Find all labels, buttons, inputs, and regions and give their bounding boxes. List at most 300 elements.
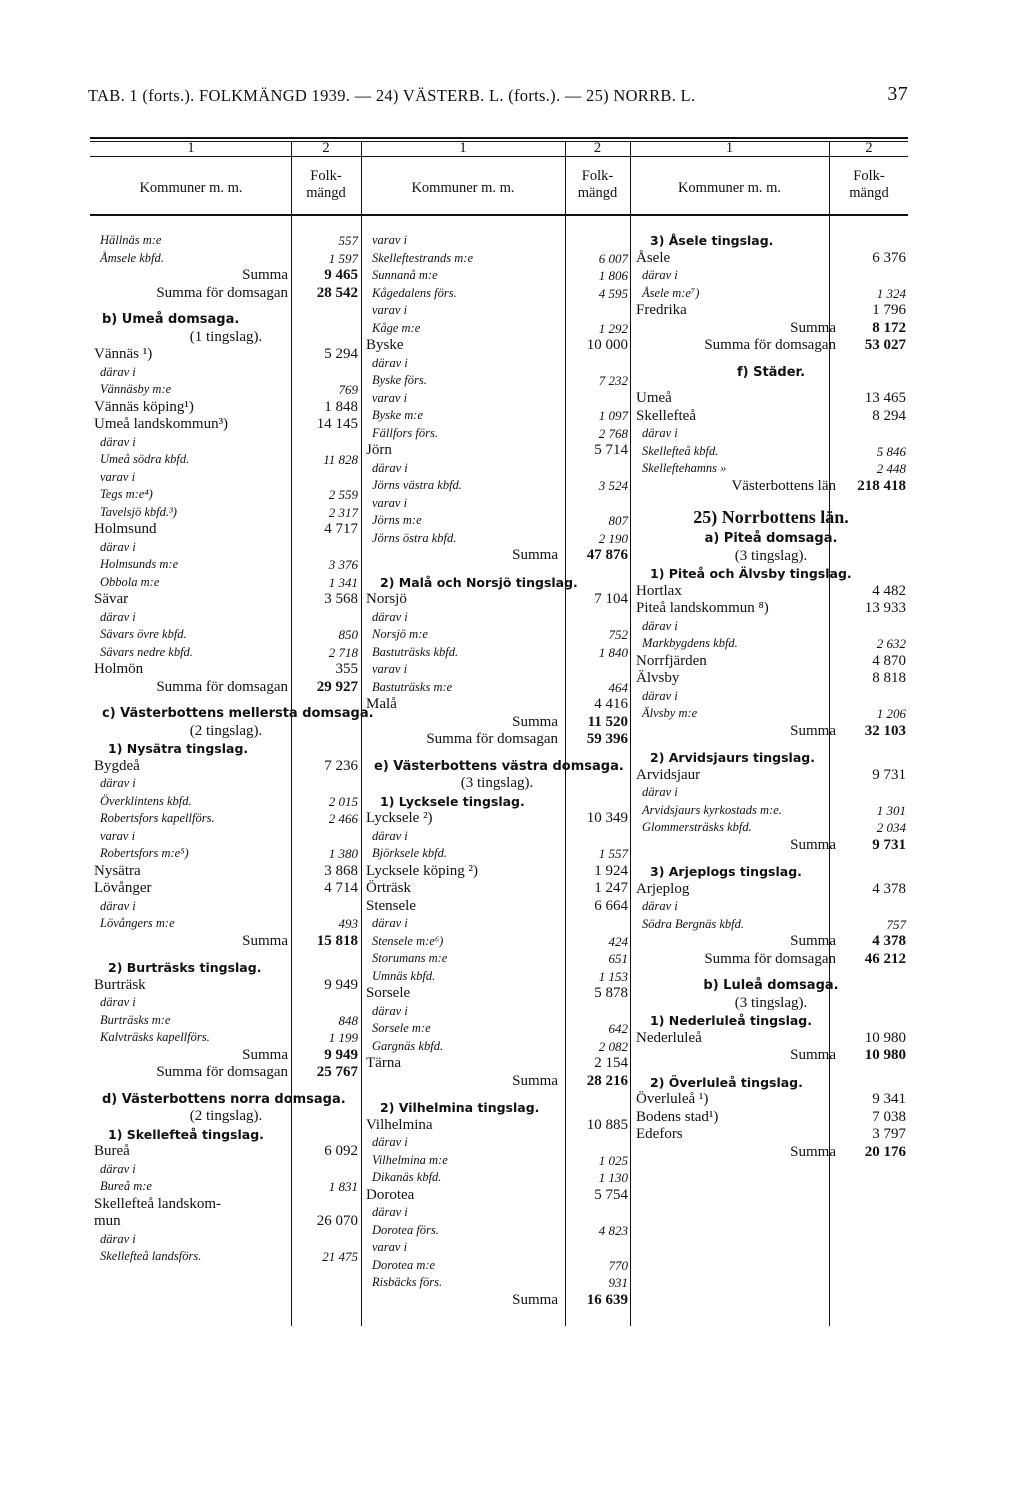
tingslag-heading [636, 749, 906, 767]
total-value: 218 418 [857, 477, 906, 494]
sub-entry-row [366, 425, 628, 443]
kommun-name: Jörn [366, 442, 392, 458]
kommun-name: Stensele [366, 897, 416, 914]
tingslag-title: 2) Överluleå tingslag. [650, 1074, 803, 1090]
tingslag-title: 1) Nederluleå tingslag. [650, 1013, 812, 1028]
sub-entry-name: Kågedalens förs. [372, 285, 457, 300]
total-label: Summa för domsagan [426, 731, 558, 747]
sub-entry-name: Obbola m:e [100, 574, 160, 589]
population-value: 2 034 [876, 820, 906, 835]
summa-label: Summa [242, 1046, 288, 1063]
lan-title: 25) Norrbottens län. [693, 507, 849, 527]
sub-entry-name: Skelleftehamns » [642, 461, 727, 475]
sub-entry-row [366, 390, 628, 408]
sub-entry-name: därav i [100, 364, 136, 379]
domsaga-heading [94, 705, 374, 723]
tingslag-count-text: (3 tingslag). [734, 994, 808, 1011]
population-value: 2 466 [328, 811, 358, 826]
tingslag-count-text: (3 tingslag). [734, 547, 808, 564]
population-value: 2 190 [598, 530, 628, 546]
sub-entry-name: Dikanäs kbfd. [372, 1170, 442, 1184]
sub-entry-name: Storumans m:e [372, 951, 448, 965]
sub-entry-name: Gargnäs kbfd. [372, 1038, 444, 1053]
spacer [636, 740, 906, 749]
population-value: 651 [608, 951, 628, 966]
population-value: 3 376 [328, 557, 358, 572]
sub-entry-name: Sävars nedre kbfd. [100, 644, 193, 659]
spacer [636, 1065, 906, 1074]
col-header-kommuner: Kommuner m. m. [677, 180, 782, 196]
page-header [88, 83, 908, 106]
sub-entry-name: därav i [642, 899, 678, 913]
sub-entry-row [366, 530, 628, 548]
kommun-row [366, 810, 628, 828]
population-value: 2 448 [876, 461, 906, 476]
kommun-row [94, 863, 358, 881]
sub-entry-name: Glommersträsks kbfd. [642, 820, 752, 834]
kommun-row [636, 881, 906, 899]
kommun-row [366, 985, 628, 1003]
sub-entry-name: Risbäcks förs. [372, 1275, 443, 1289]
sub-entry-name: varav i [100, 469, 136, 484]
summa-label: Summa [512, 547, 558, 563]
domsaga-title: e) Västerbottens västra domsaga. [374, 758, 624, 774]
kommun-row [636, 653, 906, 671]
summa-row [636, 837, 906, 855]
tingslag-count [94, 723, 358, 741]
total-row [94, 679, 358, 697]
total-row [366, 731, 628, 749]
population-value: 1 924 [594, 862, 628, 879]
summa-row [636, 320, 906, 338]
sub-entry-row [94, 994, 358, 1012]
tingslag-title: 2) Burträsks tingslag. [108, 960, 262, 975]
sub-entry-row [94, 1161, 358, 1179]
population-value: 757 [886, 916, 906, 932]
total-value: 53 027 [864, 337, 906, 353]
population-value: 1 153 [598, 968, 628, 984]
kommun-name: Överluleå ¹) [636, 1091, 709, 1107]
sub-entry-row [94, 793, 358, 811]
kommun-row [94, 1196, 358, 1214]
summa-value: 9 731 [872, 836, 906, 853]
tingslag-heading [636, 232, 906, 250]
col-divider-4 [630, 141, 631, 1326]
sub-entry-name: Fällfors förs. [372, 425, 438, 440]
summa-value: 4 378 [872, 933, 906, 949]
sub-entry-row [94, 775, 358, 793]
tingslag-count [636, 995, 906, 1013]
kommun-name: Dorotea [366, 1186, 415, 1203]
spacer [366, 565, 628, 574]
population-value: 7 232 [598, 373, 628, 388]
kommun-name: Holmön [94, 661, 144, 677]
sub-entry-name: varav i [100, 828, 136, 843]
total-row [94, 1064, 358, 1082]
sub-entry-name: Sorsele m:e [372, 1021, 431, 1035]
population-value: 10 980 [864, 1029, 906, 1046]
kommun-name: Lycksele köping ²) [366, 862, 478, 879]
sub-entry-name: därav i [100, 539, 136, 554]
kommun-name: Älvsby [636, 670, 680, 686]
sub-entry-name: Hällnäs m:e [100, 233, 162, 247]
population-value: 424 [608, 933, 628, 949]
lan-heading [636, 504, 906, 530]
population-value: 5 714 [594, 442, 628, 458]
population-value: 5 754 [594, 1186, 628, 1203]
population-value: 1 796 [872, 302, 906, 318]
sub-entry-row [366, 407, 628, 425]
tingslag-count [94, 329, 358, 347]
kommun-row [636, 1030, 906, 1048]
summa-row [366, 1292, 628, 1310]
sub-entry-row [94, 1178, 358, 1196]
population-value: 1 557 [598, 846, 628, 861]
summa-row [94, 267, 358, 285]
kommun-row [636, 670, 906, 688]
spacer [366, 749, 628, 758]
sub-entry-name: varav i [372, 233, 408, 247]
summa-row [636, 723, 906, 741]
col-number: 2 [593, 140, 602, 156]
sub-entry-name: därav i [372, 1003, 408, 1018]
total-label: Summa för domsagan [704, 337, 836, 353]
table-column-1 [94, 232, 374, 1266]
kommun-name: mun [94, 1213, 121, 1229]
sub-entry-name: därav i [100, 898, 136, 913]
sub-entry-row [366, 320, 628, 338]
sub-entry-row [94, 1248, 358, 1266]
sub-entry-name: Bastuträsks m:e [372, 679, 453, 694]
sub-entry-name: Åsele m:e⁷) [642, 285, 700, 300]
kommun-name: Åsele [636, 249, 671, 266]
population-value: 1 380 [328, 846, 358, 861]
tingslag-count [94, 1108, 358, 1126]
summa-label: Summa [512, 1072, 558, 1089]
population-value: 8 294 [872, 407, 906, 424]
sub-entry-name: Åmsele kbfd. [100, 250, 164, 265]
spacer [366, 1090, 628, 1099]
sub-entry-row [94, 364, 358, 382]
summa-row [636, 1144, 906, 1162]
domsaga-title: d) Västerbottens norra domsaga. [102, 1091, 346, 1107]
summa-value: 16 639 [586, 1291, 628, 1308]
summa-value: 9 949 [324, 1046, 358, 1063]
top-rule [90, 137, 908, 139]
population-value: 2 768 [598, 425, 628, 441]
population-value: 1 247 [594, 880, 628, 896]
sub-entry-row [366, 845, 628, 863]
kommun-name: Lövånger [94, 880, 152, 896]
population-value: 557 [338, 233, 358, 248]
sub-entry-row [366, 950, 628, 968]
sub-entry-row [94, 451, 358, 469]
kommun-name: Malå [366, 696, 397, 712]
sub-entry-name: Tegs m:e⁴) [100, 487, 153, 501]
kommun-row [366, 1055, 628, 1073]
sub-entry-name: Bastuträsks kbfd. [372, 644, 459, 659]
sub-entry-row [366, 933, 628, 951]
sub-entry-name: Älvsby m:e [642, 706, 698, 720]
sub-entry-row [94, 232, 358, 250]
col-number: 2 [865, 140, 873, 156]
sub-entry-row [366, 302, 628, 320]
sub-entry-name: därav i [100, 1231, 136, 1246]
tingslag-heading [366, 574, 628, 592]
section-heading [636, 977, 906, 995]
population-value: 7 038 [872, 1108, 906, 1125]
kommun-row [636, 600, 906, 618]
sub-entry-row [636, 425, 906, 443]
population-value: 850 [338, 627, 358, 642]
population-value: 8 818 [872, 670, 906, 686]
sub-entry-name: Robertsfors kapellförs. [100, 811, 215, 825]
total-label: Summa för domsagan [156, 678, 288, 695]
kommun-row [636, 767, 906, 785]
population-value: 5 294 [324, 346, 358, 362]
sub-entry-row [366, 1152, 628, 1170]
sub-entry-name: Jörns västra kbfd. [372, 478, 462, 492]
domsaga-heading [366, 758, 628, 776]
sub-entry-name: varav i [372, 390, 408, 405]
sub-entry-name: därav i [372, 1205, 408, 1219]
summa-value: 20 176 [864, 1143, 906, 1160]
population-value: 752 [608, 627, 628, 642]
summa-row [636, 1047, 906, 1065]
kommun-name: Örträsk [366, 880, 411, 896]
sub-entry-row [366, 512, 628, 530]
population-value: 9 731 [872, 766, 906, 783]
kommun-row [636, 1126, 906, 1144]
total-value: 29 927 [316, 678, 358, 695]
kommun-name: Nysätra [94, 862, 141, 879]
domsaga-title: c) Västerbottens mellersta domsaga. [102, 706, 374, 721]
population-value: 4 714 [324, 880, 358, 896]
tingslag-title: 1) Nysätra tingslag. [108, 741, 249, 756]
sub-entry-row [636, 705, 906, 723]
sub-entry-row [636, 784, 906, 802]
summa-row [636, 933, 906, 951]
population-value: 769 [338, 382, 358, 397]
tingslag-heading [94, 959, 358, 977]
tingslag-title: 3) Åsele tingslag. [650, 233, 774, 248]
kommun-row [366, 696, 628, 714]
kommun-row [636, 1109, 906, 1127]
summa-label: Summa [790, 319, 836, 336]
population-value: 4 416 [594, 696, 628, 712]
population-value: 4 595 [598, 285, 628, 301]
summa-row [366, 547, 628, 565]
population-value: 5 846 [876, 443, 906, 459]
sub-entry-row [94, 644, 358, 662]
total-value: 59 396 [586, 731, 628, 747]
sub-entry-name: därav i [372, 460, 408, 475]
kommun-row [636, 390, 906, 408]
header-title: TAB. 1 (forts.). FOLKMÄNGD 1939. — 24) VÄSTERB. L. (forts.). — 25) NORRB. L. [88, 86, 696, 105]
total-row [636, 478, 906, 496]
kommun-name: Vännäs köping¹) [94, 398, 194, 415]
kommun-row [94, 1213, 358, 1231]
tingslag-heading [636, 1074, 906, 1092]
total-label: Summa för domsagan [156, 284, 288, 301]
sub-entry-name: Robertsfors m:e⁵) [100, 846, 189, 860]
population-value: 13 933 [864, 600, 906, 616]
tingslag-count-text: (1 tingslag). [189, 328, 263, 345]
population-value: 770 [608, 1257, 628, 1273]
sub-entry-row [94, 486, 358, 504]
sub-entry-name: varav i [372, 1240, 408, 1254]
table-column-2 [366, 232, 628, 1309]
population-value: 2 082 [598, 1038, 628, 1054]
section-title: a) Piteå domsaga. [704, 531, 838, 546]
sub-entry-name: därav i [100, 1161, 136, 1176]
sub-entry-name: därav i [372, 609, 408, 624]
kommun-row [366, 337, 628, 355]
summa-label: Summa [790, 836, 836, 853]
tingslag-heading [94, 740, 358, 758]
col-divider-2 [361, 141, 362, 1326]
summa-value: 15 818 [316, 932, 358, 949]
sub-entry-name: därav i [100, 776, 136, 790]
sub-entry-row [366, 477, 628, 495]
kommun-row [636, 250, 906, 268]
population-value: 931 [608, 1275, 628, 1290]
summa-label: Summa [512, 1291, 558, 1308]
summa-value: 9 465 [324, 267, 358, 283]
page-number: 37 [887, 83, 908, 105]
total-value: 28 542 [316, 284, 358, 301]
sub-entry-name: Sunnanå m:e [372, 268, 438, 282]
population-value: 355 [335, 661, 358, 677]
kommun-name: Umeå landskommun³) [94, 416, 229, 432]
sub-entry-name: därav i [372, 828, 408, 843]
kommun-name: Fredrika [636, 302, 687, 318]
section-heading [636, 530, 906, 548]
sub-entry-name: Överklintens kbfd. [100, 793, 192, 808]
kommun-row [366, 591, 628, 609]
summa-label: Summa [242, 932, 288, 949]
kommun-name: Arjeplog [636, 880, 690, 897]
section-heading [636, 364, 906, 382]
sub-entry-row [94, 539, 358, 557]
kommun-name: Umeå [636, 390, 672, 406]
kommun-name: Hortlax [636, 582, 682, 599]
sub-entry-row [636, 635, 906, 653]
population-value: 5 878 [594, 985, 628, 1001]
population-value: 13 465 [864, 390, 906, 406]
sub-entry-row [366, 1274, 628, 1292]
sub-entry-row [366, 372, 628, 390]
population-value: 7 236 [324, 757, 358, 774]
sub-entry-row [94, 381, 358, 399]
kommun-name: Piteå landskommun ⁸) [636, 600, 769, 616]
sub-entry-name: Holmsunds m:e [100, 557, 179, 571]
population-value: 1 292 [598, 320, 628, 336]
sub-entry-name: Björksele kbfd. [372, 846, 447, 860]
population-value: 1 301 [876, 802, 906, 818]
kommun-name: Tärna [366, 1055, 401, 1071]
summa-label: Summa [790, 722, 836, 739]
spacer [636, 854, 906, 863]
head-bottom-rule [90, 214, 908, 216]
kommun-row [366, 880, 628, 898]
sub-entry-name: därav i [372, 1135, 408, 1149]
kommun-name: Burträsk [94, 976, 146, 993]
population-value: 2 632 [876, 636, 906, 651]
sub-entry-row [366, 1239, 628, 1257]
tingslag-title: 2) Arvidsjaurs tingslag. [650, 750, 815, 765]
sub-entry-row [366, 1222, 628, 1240]
sub-entry-row [94, 609, 358, 627]
kommun-name: Vilhelmina [366, 1116, 433, 1133]
kommun-row [94, 591, 358, 609]
tingslag-title: 2) Vilhelmina tingslag. [380, 1100, 540, 1115]
sub-entry-row [366, 1038, 628, 1056]
kommun-row [94, 880, 358, 898]
sub-entry-name: Lövångers m:e [100, 916, 175, 930]
kommun-name: Sorsele [366, 985, 411, 1001]
sub-entry-name: Dorotea förs. [372, 1222, 439, 1237]
population-value: 3 868 [324, 862, 358, 879]
sub-entry-row [366, 1134, 628, 1152]
kommun-row [366, 1117, 628, 1135]
sub-entry-row [366, 626, 628, 644]
kommun-name: Bodens stad¹) [636, 1108, 719, 1125]
population-value: 2 015 [328, 793, 358, 809]
sub-entry-row [366, 1003, 628, 1021]
sub-entry-row [636, 618, 906, 636]
sub-entry-name: Byske förs. [372, 373, 427, 387]
sub-entry-name: Kåge m:e [372, 320, 421, 335]
sub-entry-row [636, 267, 906, 285]
sub-entry-name: därav i [100, 609, 136, 624]
population-value: 6 664 [594, 897, 628, 914]
sub-entry-row [366, 355, 628, 373]
sub-entry-name: Byske m:e [372, 408, 424, 422]
population-value: 10 885 [586, 1116, 628, 1133]
summa-value: 28 216 [586, 1072, 628, 1089]
population-value: 1 597 [328, 250, 358, 266]
sub-entry-row [366, 679, 628, 697]
kommun-row [366, 1187, 628, 1205]
tingslag-count [366, 775, 628, 793]
kommun-name: Norrfjärden [636, 652, 707, 669]
sub-entry-row [94, 574, 358, 592]
sub-entry-name: Jörns östra kbfd. [372, 530, 457, 545]
spacer [94, 696, 358, 705]
kommun-name: Vännäs ¹) [94, 346, 153, 362]
kommun-row [636, 302, 906, 320]
sub-entry-name: därav i [100, 995, 136, 1009]
sub-entry-row [366, 1257, 628, 1275]
tingslag-title: 1) Piteå och Älvsby tingslag. [650, 566, 852, 581]
col-header-folkmangd: Folk- mängd [306, 168, 346, 201]
section-title: b) Luleå domsaga. [703, 978, 839, 993]
summa-label: Summa [790, 1047, 836, 1063]
population-value: 3 797 [872, 1126, 906, 1142]
kommun-row [94, 661, 358, 679]
spacer [636, 495, 906, 504]
sub-entry-name: därav i [642, 426, 678, 440]
summa-row [94, 933, 358, 951]
sub-entry-row [94, 504, 358, 522]
population-value: 4 823 [598, 1222, 628, 1238]
col-number: 1 [187, 140, 195, 156]
total-label: Västerbottens län [731, 477, 836, 494]
population-value: 4 378 [872, 880, 906, 897]
kommun-name: Holmsund [94, 521, 157, 537]
population-value: 848 [338, 1012, 358, 1028]
